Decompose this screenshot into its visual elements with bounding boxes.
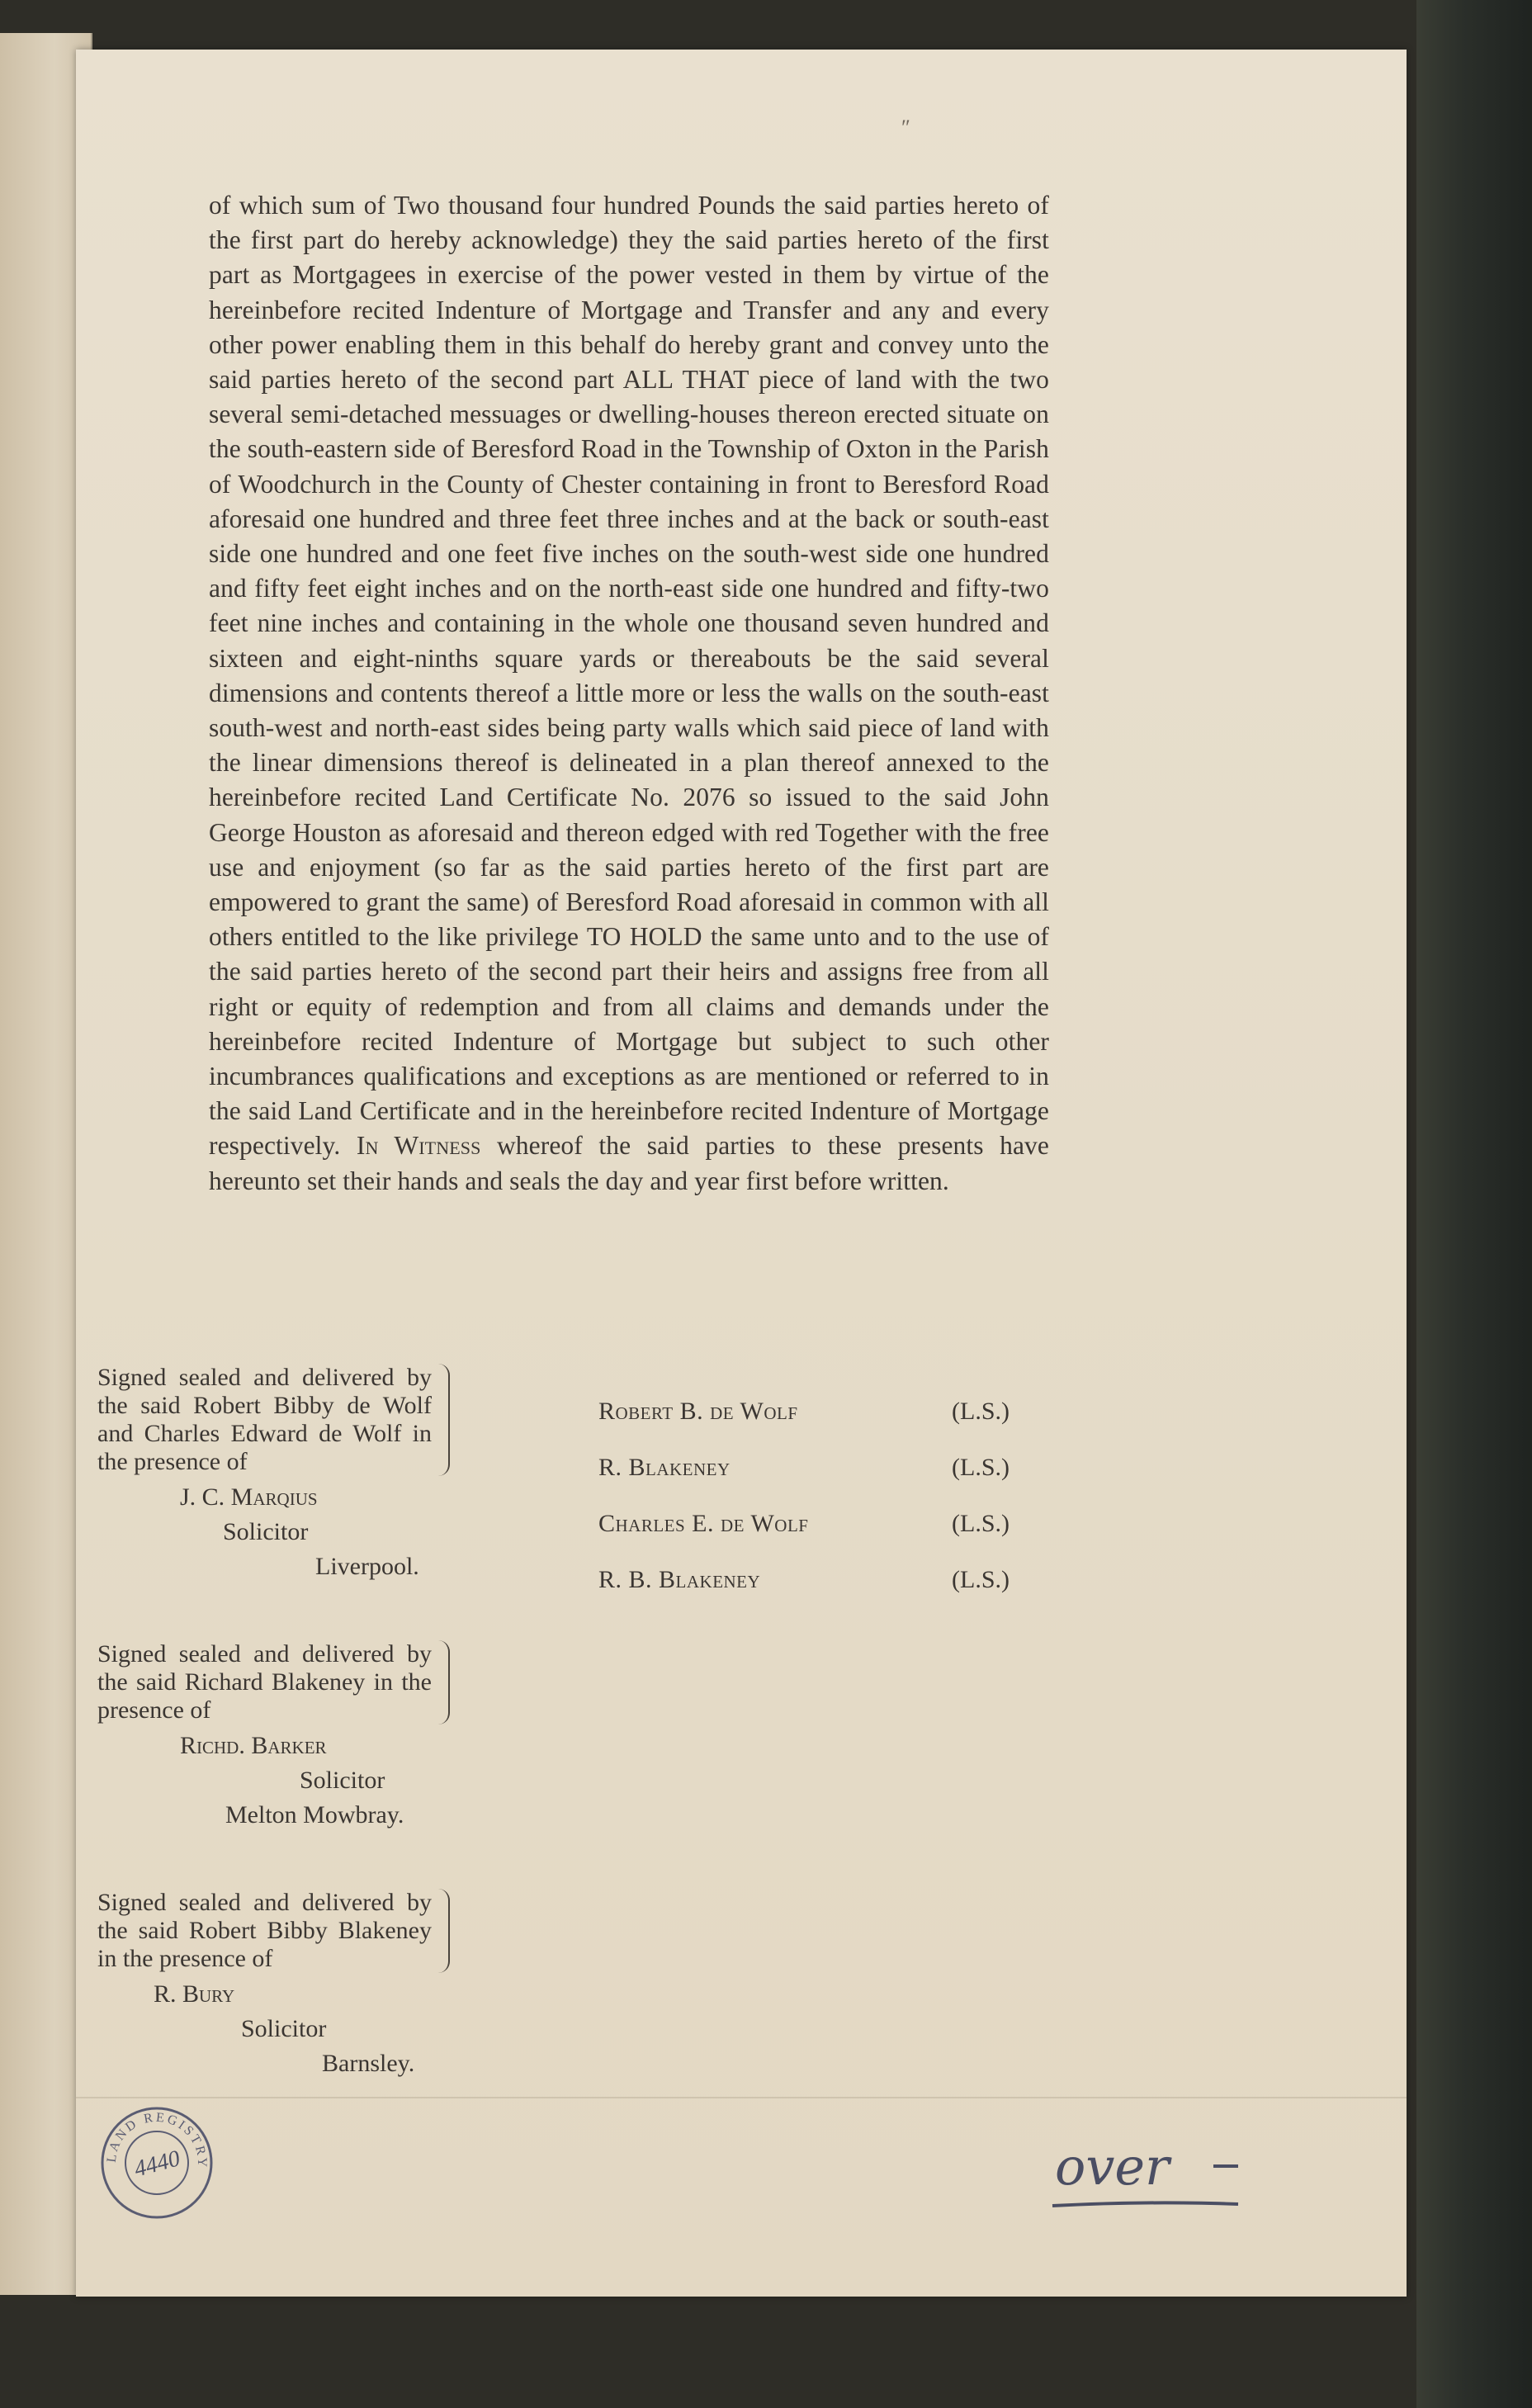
witness-role: Solicitor — [223, 1518, 309, 1545]
witness-place: Barnsley. — [322, 2050, 415, 2077]
signatory-row — [598, 1507, 1028, 1564]
signatory-list — [598, 1395, 1028, 1620]
land-registry-stamp — [99, 2105, 215, 2221]
body-text-part-1: of which sum of Two thousand four hundred Pounds the said parties hereto of the first part do hereby acknowledge) they the said parties hereto of the first part as Mortgagees in exercise of the power vested in them by virtue of the hereinbefore recited Indenture of Mortgage and Transfer and any and every other power enabling them in this behalf do hereby grant and convey unto the said parties hereto of the second part — [209, 191, 1049, 395]
seal-mark: (L.S.) — [952, 1398, 1010, 1425]
body-text-part-3: the same unto and to the use of the said parties hereto of the second part their heirs and assigns free from all right or equity of redemption and from all claims and demands under the hereinbefore recited Indenture of Mortgage but subject to such other incumbrances qualifications and exceptions as are mentioned or referred to in the said Land Certificate and in the hereinbefore recited Indenture of Mortgage respectively. — [209, 922, 1050, 1161]
signatory-row — [598, 1564, 1028, 1620]
body-text-part-4: whereof the said parties to these presents have hereunto set their hands and seals the day and year first before written. — [209, 1131, 1049, 1195]
signatory-name: R. B. Blakeney — [598, 1566, 761, 1593]
attestation-clause: Signed sealed and delivered by the said Robert Bibby de Wolf and Charles Edward de Wolf in the presence of — [97, 1364, 450, 1476]
handwritten-over-note — [1048, 2130, 1255, 2221]
attestation-clause: Signed sealed and delivered by the said Robert Bibby Blakeney in the presence of — [97, 1889, 450, 1973]
witness-name: R. Bury — [154, 1980, 235, 2008]
conveyance-body-text — [209, 188, 1049, 1199]
book-binding-edge — [1416, 0, 1532, 2408]
witness-place: Liverpool. — [315, 1553, 419, 1580]
seal-mark: (L.S.) — [952, 1454, 1010, 1481]
page-fold-line — [76, 2097, 1407, 2098]
attestation-clause: Signed sealed and delivered by the said Richard Blakeney in the presence of — [97, 1640, 450, 1724]
witness-block-1 — [97, 1364, 444, 1583]
handwritten-over-text: over — [1055, 2136, 1170, 2197]
signatory-name: Robert B. de Wolf — [598, 1398, 798, 1425]
witness-role: Solicitor — [300, 1767, 385, 1794]
in-witness-phrase: In Witness — [356, 1131, 481, 1161]
signatory-row — [598, 1395, 1028, 1451]
seal-mark: (L.S.) — [952, 1566, 1010, 1593]
witness-role: Solicitor — [241, 2015, 327, 2042]
witness-block-3 — [97, 1889, 444, 2080]
witness-block-2 — [97, 1640, 444, 1832]
body-text-part-2: piece of land with the two several semi-detached messuages or dwelling-houses thereon erected situate on the south-eastern side of Beresford Road in the Township of Oxton in the Parish of Woodchurch in the County of Chester containing in front to Beresford Road aforesaid one hundred and three feet three inches and at the back or south-east side one hundred and one feet five inches on the south-west side one hundred and fifty feet eight inches and on the north-east side one hundred and fifty-two feet nine inches and containing in the whole one thousand seven hundred and sixteen and eight-ninths square yards or thereabouts be the said several dimensions and contents thereof a little more or less the walls on the south-east south-west and north-east sides being party walls which said piece of land with the linear dimensions thereof is delineated in a plan thereof annexed to the hereinbefore recited Land Certificate No. 2076 so issued to the said John George Houston as aforesaid and thereon edged with red Together with the free use and enjoyment (so far as the said parties hereto of the first part are empowered to grant the same) of Beresford Road aforesaid in common with all others entitled to the like privilege — [209, 365, 1049, 952]
all-that-phrase: ALL THAT — [622, 365, 749, 395]
page-mark: ″ — [901, 116, 910, 140]
witness-name: Richd. Barker — [180, 1732, 327, 1759]
stamp-ring-text: LAND REGISTRY — [104, 2110, 210, 2170]
signatory-name: R. Blakeney — [598, 1454, 731, 1481]
witness-place: Melton Mowbray. — [225, 1801, 404, 1828]
witness-name: J. C. Marqius — [180, 1483, 318, 1511]
signatory-row — [598, 1451, 1028, 1507]
to-hold-phrase: TO HOLD — [586, 922, 702, 952]
stamp-number: 4440 — [131, 2145, 183, 2183]
seal-mark: (L.S.) — [952, 1510, 1010, 1537]
signatory-name: Charles E. de Wolf — [598, 1510, 809, 1537]
